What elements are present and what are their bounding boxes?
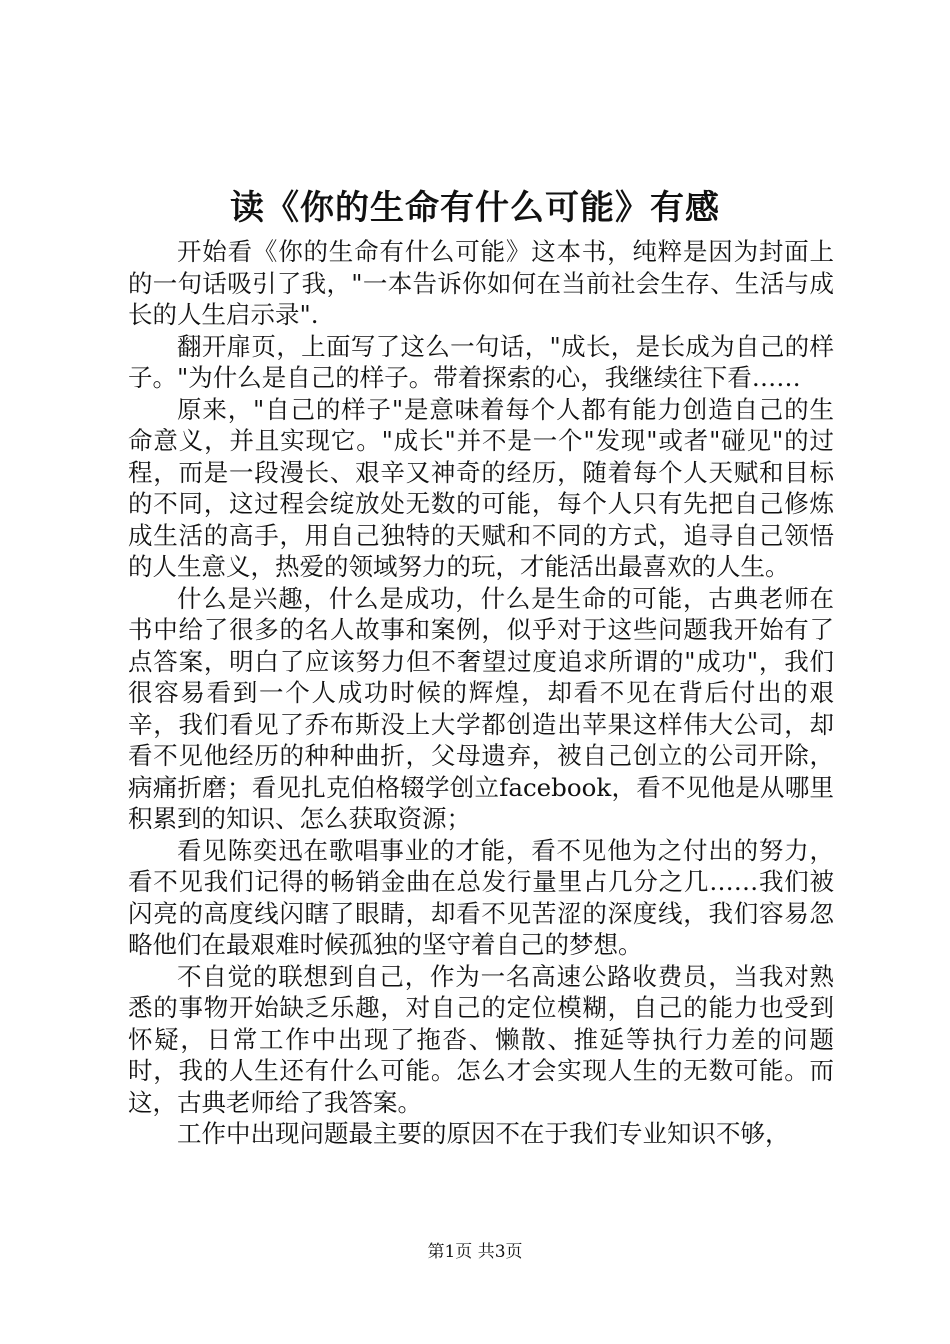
paragraph-1: 开始看《你的生命有什么可能》这本书，纯粹是因为封面上的一句话吸引了我，"一本告诉你如何在当前社会生存、生活与成长的人生启示录". xyxy=(128,237,834,329)
paragraph-6: 不自觉的联想到自己，作为一名高速公路收费员，当我对熟悉的事物开始缺乏乐趣，对自己的定位模糊，自己的能力也受到怀疑，日常工作中出现了拖沓、懒散、推延等执行力差的问题时，我的人生还有什么可能。怎么才会实现人生的无数可能。而这，古典老师给了我答案。 xyxy=(128,961,834,1117)
paragraph-7: 工作中出现问题最主要的原因不在于我们专业知识不够， xyxy=(177,1119,790,1148)
page-footer: 第1页 共3页 xyxy=(427,1242,523,1262)
document-title: 读《你的生命有什么可能》有感 xyxy=(230,188,720,228)
document-body xyxy=(128,236,834,1150)
paragraph-3: 原来，"自己的样子"是意味着每个人都有能力创造自己的生命意义，并且实现它。"成长"并不是一个"发现"或者"碰见"的过程，而是一段漫长、艰辛又神奇的经历，随着每个人天赋和目标的不同，这过程会绽放处无数的可能，每个人只有先把自己修炼成生活的高手，用自己独特的天赋和不同的方式，追寻自己领悟的人生意义，热爱的领域努力的玩，才能活出最喜欢的人生。 xyxy=(128,394,834,581)
paragraph-2: 翻开扉页，上面写了这么一句话，"成长，是长成为自己的样子。"为什么是自己的样子。带着探索的心，我继续往下看…… xyxy=(128,331,834,392)
paragraph-5: 看见陈奕迅在歌唱事业的才能，看不见他为之付出的努力，看不见我们记得的畅销金曲在总发行量里占几分之几……我们被闪亮的高度线闪瞎了眼睛，却看不见苦涩的深度线，我们容易忽略他们在最艰难时候孤独的坚守着自己的梦想。 xyxy=(128,835,834,959)
paragraph-4: 什么是兴趣，什么是成功，什么是生命的可能，古典老师在书中给了很多的名人故事和案例，似乎对于这些问题我开始有了点答案，明白了应该努力但不奢望过度追求所谓的"成功"，我们很容易看到一个人成功时候的辉煌，却看不见在背后付出的艰辛，我们看见了乔布斯没上大学都创造出苹果这样伟大公司，却看不见他经历的种种曲折，父母遗弃，被自己创立的公司开除，病痛折磨；看见扎克伯格辍学创立facebook，看不见他是从哪里积累到的知识、怎么获取资源； xyxy=(128,583,834,833)
